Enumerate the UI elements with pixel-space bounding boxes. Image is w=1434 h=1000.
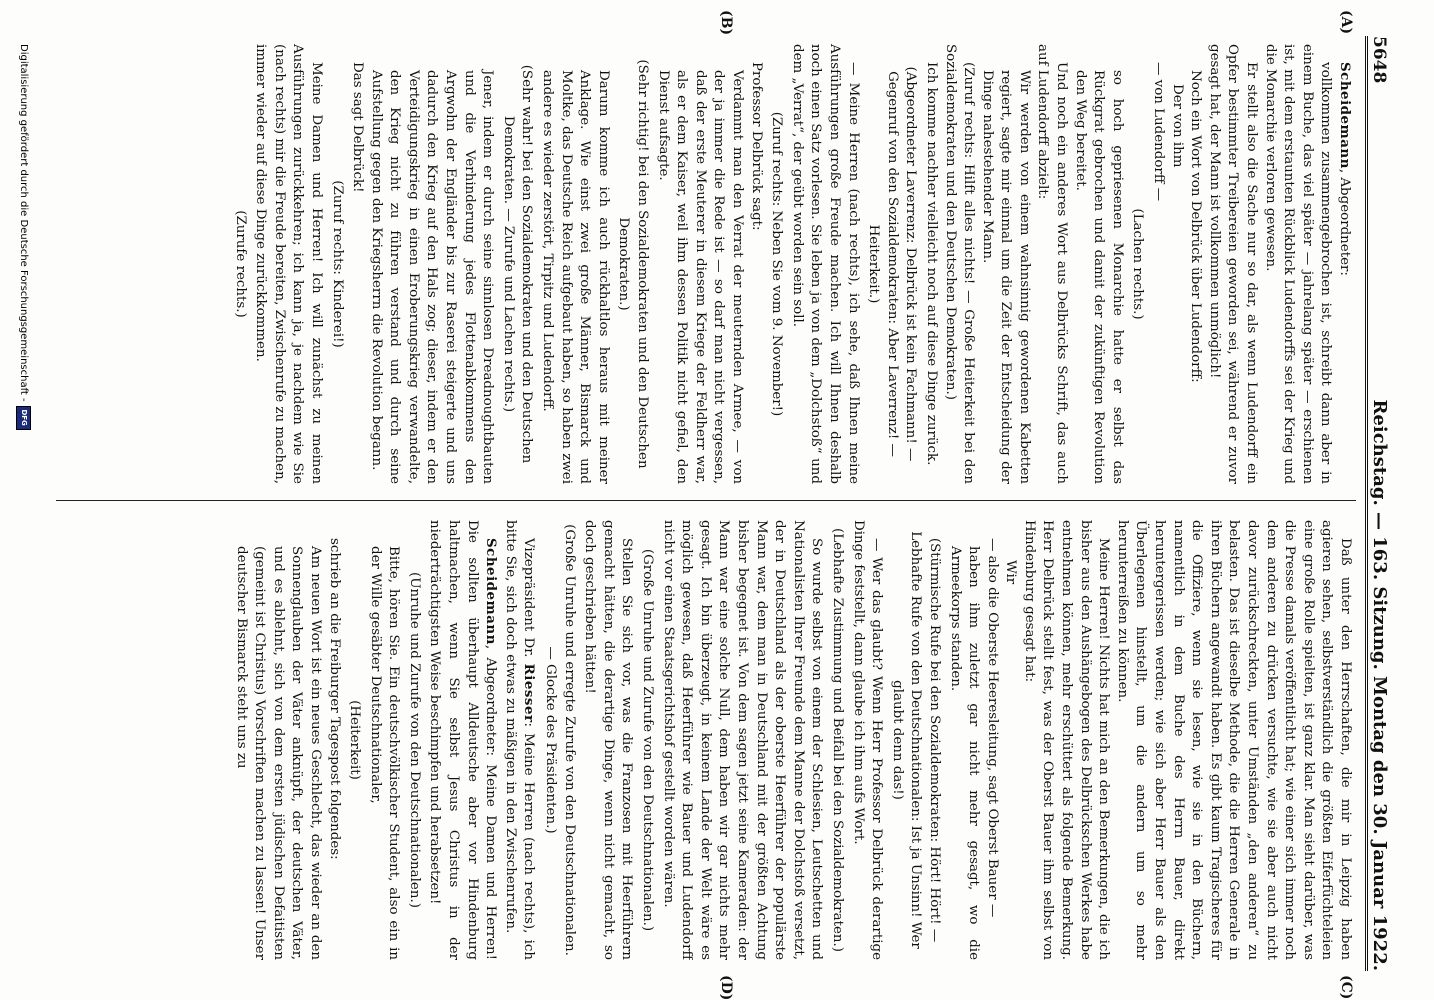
speech-paragraph: Und noch ein anderes Wort aus Delbrücks Schrift, das auch auf Ludendorff abzielt: <box>1035 44 1070 484</box>
interjection: (Große Unruhe und Zurufe von den Deutschnationalen.) <box>640 548 656 932</box>
interjection: (Abgeordneter Laverrenz: Delbrück ist kein Fachmann! — Gegenruf von den Sozialdemokraten: Aber Laverrenz! — Heiterkeit.) <box>866 66 919 462</box>
speaker-name: Riesser <box>521 663 538 723</box>
margin-mark-a: (A) <box>1338 10 1354 35</box>
speech-paragraph: — also die Oberste Heeresleitung, sagt Oberst Bauer — <box>984 538 1000 918</box>
speaker-paragraph: Scheidemann, Abgeordneter: <box>1337 62 1353 276</box>
page-number: 5648 <box>1369 36 1389 84</box>
speaker-paragraph: Scheidemann, Abgeordneter: Meine Damen und Herren! Die sollten überhaupt Alldeutsche aber vor Hindenburg haltmachen, wenn Sie selbst Jesus Christus in der niederträchtigsten Weise beschimpfen und herabsetzen! <box>427 520 500 960</box>
speech-paragraph: Das sagt Delbrück! <box>350 62 366 193</box>
interjection: (Zurufe rechts.) <box>232 210 248 318</box>
speech-paragraph: Daß unter den Herrschaften, die mir in Leipzig haben agieren sehen, selbstverständlich die größten Eiferfüchteleien eine große Rolle spielten, ist ganz klar. Man sieht darüber, was die Presse damals veröffentlicht hat; wie einer sich immer noch dem anderen zu drücken versuchte, wie sie aber auch nicht davor zurückschreckten, unter Umständen „den anderen“ zu belasten. Das ist dieselbe Methode, die die Herren Generale in ihren Büchern angewandt haben. Es gibt kaum Tragischeres für die Offiziere, wenn sie lesen, wie sie in den Büchern, namentlich in dem Buche des Herrn Bauer, direkt heruntergerissen werden; wie sich aber Herr Bauer als den Überlegenen hinstellt, um die andern um so mehr herunterreißen zu können. <box>1114 520 1353 960</box>
speech-text: Meine Herren (nach rechts), ich bitte Sie, sich doch etwas zu mäßigen in den Zwischenrufen. <box>502 520 537 960</box>
speaker-role: Vizepräsident Dr. <box>521 538 537 658</box>
speech-paragraph: Meine Damen und Herren! Ich will zunächst zu meinen Ausführungen zurückkehren; ich kann ja, je nachdem wie Sie (nach rechts) mir die Freude bereiten, Zwischenrufe zu machen, immer wieder auf diese Dinge zurückkommen. <box>253 44 324 484</box>
interjection: (Lebhafte Zustimmung und Beifall bei den Sozialdemokraten.) <box>829 528 845 952</box>
quotation: haben ihm zuletzt gar nicht mehr gesagt, wo die Armeekorps standen. <box>947 546 982 960</box>
text-column-right <box>64 520 1354 960</box>
margin-mark-d: (D) <box>718 975 734 1000</box>
dfg-logo: DFG <box>16 406 31 430</box>
speech-paragraph: (Zuruf rechts: Hilft alles nichts! — Große Heiterkeit bei den Sozialdemokraten und den Deutschen Demokraten.) <box>942 44 977 484</box>
speaker-name: Scheidemann <box>1337 62 1353 169</box>
interjection: (Zuruf rechts: Kinderei!) <box>329 180 345 348</box>
digitization-credit <box>16 44 31 430</box>
quotation: Wir werden von einem wahnsinnig gewordenen Kabetten regiert, sagte mir einmal um die Zeit der Entscheidung der Dinge nahestehender Mann. <box>979 70 1032 484</box>
quotation: Darum komme ich auch rückhaltlos heraus mit meiner Anklage. Wie einst zwei große Männer, Bismarck und Moltke, das Deutsche Reich aufgebaut haben, so haben zwei andere es wieder zerstört, Tirpitz und Ludendorff. <box>540 70 611 484</box>
quotation: Jener, indem er durch seine sinnlosen Dreadnoughtbauten und die Verhinderung jedes Flottenabkommens den Argwohn der Engländer bis zur Raserei steigerte und uns dadurch den Krieg auf den Hals zog; dieser, indem er den Verteidigungskrieg in einen Eroberungskrieg verwandelte, den Krieg nicht zu führen verstand und durch seine Aufstellung gegen den Kriegsherrn die Revolution begann. <box>368 70 496 484</box>
speech-paragraph: schrieb an die Freiburger Tagespost folgendes: <box>326 538 342 860</box>
speech-text: Meine Damen und Herren! Die sollten überhaupt Alldeutsche aber vor Hindenburg haltmachen, wenn Sie selbst Jesus Christus in der niederträchtigsten Weise beschimpfen und herabsetzen! <box>427 520 499 960</box>
credit-text: Digitalisierung gefördert durch die Deutsche Forschungsgemeinschaft - <box>18 44 29 402</box>
speech-paragraph: Ich komme nachher vielleicht noch auf diese Dinge zurück. <box>923 62 939 466</box>
speech-paragraph: vollkommen zusammengebrochen ist, schreibt dann aber in einem Buche, das viel später — jahrelang später — erschienen ist, mit dem erstaunten Rückblick Ludendorffs sei der Krieg und die Monarchie verloren gewesen. <box>1262 44 1334 484</box>
page-title: Reichstag. — 163. Sitzung. Montag den 30. Januar 1922. <box>1369 399 1390 971</box>
speaker-role: Abgeordneter: <box>483 657 499 757</box>
speech-paragraph: Professor Delbrück sagt: <box>748 62 764 231</box>
speech-paragraph: — Wer das glaubt? Wenn Herr Professor Delbrück derartige Dinge feststellt, dann glaube ich ihm aufs Wort. <box>850 520 885 960</box>
interjection: (Große Unruhe und erregte Zurufe von den Deutschnationalen. — Glocke des Präsidenten.) <box>543 524 577 956</box>
quotation: so hoch gepriesenen Monarchie hatte er selbst das Rückgrat gebrochen und damit der zukünftigen Revolution den Weg bereitet. <box>1072 70 1125 484</box>
margin-mark-c: (C) <box>1338 975 1354 1000</box>
quotation: Am neuen Wort ist ein neues Geschlecht, das wieder an den Sonnenglauben der Väter anknüpft, der deutschen Väter, und es ablehnt, sich von dem ersten jüdischen Defaitisten (gemeint ist Christus) Vorschriften machen zu lassen! Unser deutscher Bismarck steht uns zu <box>233 546 323 960</box>
interjection: (Sehr wahr! bei den Sozialdemokraten und den Deutschen Demokraten. — Zurufe und Lachen rechts.) <box>500 64 535 464</box>
margin-mark-b: (B) <box>718 10 734 36</box>
speech-paragraph: Er stellt also die Sache nur so dar, als wenn Ludendorff ein Opfer bestimmter Treibereien geworden sei, während er zuvor gesagt hat, der Mann ist vollkommen unmöglich! <box>1206 44 1260 484</box>
text-column-left <box>64 44 1354 484</box>
quotation: Verdammt man den Verrat der meuternden Armee, — von der ja immer die Rede ist — so darf man nicht vergessen, daß der erste Meuterer in diesem Kriege der Feldherr war, als er dem Kaiser, weil ihm dessen Politik nicht gefiel, den Dienst aufsagte. <box>655 70 745 484</box>
speech-paragraph: — von Ludendorff — <box>1151 62 1167 201</box>
interjection: (Unruhe und Zurufe von den Deutschnationalen.) <box>406 572 422 908</box>
speech-paragraph: So wurde selbst von einem der Schlesien, Leutschetten und Nationalisten Ihrer Freunde dem Manne der Dolchstoß versetzt, der in Deutschland als der oberste Heerführer der populärste Mann war, dem man in Deutschland mit der größten Achtung bisher begegnet ist. Von dem sagen jetzt seine Kameraden: der Mann war eine solche Null, dem haben wir gar nichts mehr gesagt. Ich bin überzeugt, in keinem Lande der Welt wäre es möglich gewesen, daß Heerführer wie Bauer und Ludendorff nicht vor einen Staatsgerichtshof gestellt worden wären. <box>660 520 825 960</box>
speech-paragraph: Stellen Sie sich vor, was die Franzosen mit Heerführern gemacht hätten, die derartige Dinge, wenn nicht gemacht, so doch geschrieben hätten! <box>582 520 635 960</box>
quotation: Noch ein Wort von Delbrück über Ludendorff: <box>1188 70 1204 383</box>
interjection: (Zuruf rechts: Neben Sie vom 9. November!) <box>769 111 785 417</box>
speaker-paragraph: Vizepräsident Dr. Riesser: Meine Herren (nach rechts), ich bitte Sie, sich doch etwas zu mäßigen in den Zwischenrufen. <box>502 520 538 960</box>
page-header <box>1369 36 1390 971</box>
speaker-role: Abgeordneter: <box>1337 177 1352 276</box>
interjection: (Stürmische Rufe bei den Sozialdemokraten: Hört! Hört! — Lebhafte Rufe von den Deutschnationalen: Ist ja Unsinn! Wer glaubt denn das!) <box>889 531 942 949</box>
interjection: (Sehr richtig! bei den Sozialdemokraten und den Deutschen Demokraten.) <box>616 59 651 469</box>
interjection: (Lachen rechts.) <box>1130 208 1146 320</box>
column-separator <box>56 500 1356 501</box>
quotation: Bitte, hören Sie. Ein deutschvölkischer Student, also ein in der Wille gesäbter Deutschnationaler, <box>367 546 402 960</box>
speaker-name: Scheidemann <box>483 538 500 645</box>
speech-paragraph: — Meine Herren (nach rechts), ich sehe, daß Ihnen meine Ausführungen große Freude machen. Ich will Ihnen deshalb noch einen Satz vorlesen. Sie leben ja von dem „Dolchstoß“ und dem „Verrat“, der geübt worden sein soll. <box>789 44 861 484</box>
quotation: Der von ihm <box>1169 84 1185 168</box>
interjection: (Heiterkeit) <box>347 700 363 780</box>
header-rule <box>1365 36 1368 971</box>
quotation: Wir <box>1003 560 1019 585</box>
speech-paragraph: Meine Herren! Nichts hat mich an den Bemerkungen, die ich bisher aus den Aushängebogen des Delbrückschen Werkes habe entnehmen können, mehr erschüttert als folgende Bemerkung. Herr Delbrück stellt fest, was der Oberst Bauer ihm selbst von Hindenburg gesagt hat: <box>1021 520 1112 960</box>
